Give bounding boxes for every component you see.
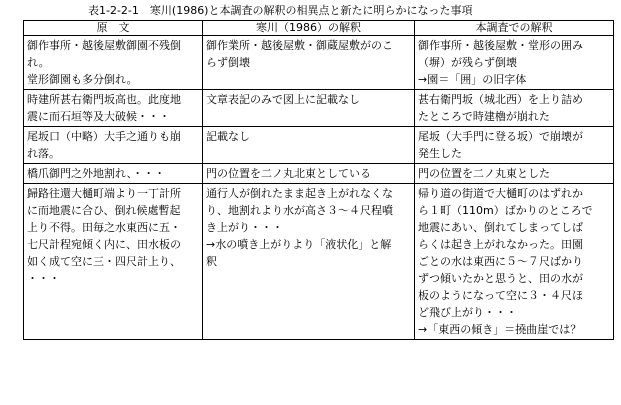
table-row bbox=[24, 164, 614, 184]
samukawa-cell: 御作業所・越後屋敷・御蔵屋敷がのこ らず倒壊 bbox=[203, 36, 415, 90]
this-study-cell: 尾坂（大手門に登る坂）で崩壊が 発生した bbox=[415, 127, 614, 164]
table-row bbox=[24, 184, 614, 340]
original-text-cell: 橋爪御門之外地割れ、・・・ bbox=[24, 164, 203, 184]
header-original-text: 原 文 bbox=[24, 21, 203, 36]
table-header-row bbox=[24, 21, 614, 36]
table-row bbox=[24, 127, 614, 164]
this-study-cell: 甚右衛門坂（城北西）を上り詰め たところで時建櫓が崩れた bbox=[415, 90, 614, 127]
table-caption: 表1-2-2-1 寒川(1986)と本調査の解釈の相異点と新たに明らかになった事項 bbox=[88, 4, 473, 17]
original-text-cell: 時建所甚右衛門坂高也。此度地 震に而石垣等及大破候・・・ bbox=[24, 90, 203, 127]
this-study-cell: 帰り道の街道で大樋町のはずれか ら１町（110m）ばかりのところで 地震にあい、倒れてしまってしば らくは起き上がれなかった。田園 ごとの水は東西に５～７尺ばかり ずつ傾いたかと思うと、田の水が 板のようになって空に３・４尺ほ ど飛び上がり・・・ →「東西の傾き」＝撓曲崖では？ bbox=[415, 184, 614, 340]
samukawa-cell: 文章表記のみで図上に記載なし bbox=[203, 90, 415, 127]
table-row bbox=[24, 36, 614, 90]
original-text-cell: 尾坂口（中略）大手之通りも崩 れ落。 bbox=[24, 127, 203, 164]
this-study-cell: 御作事所・越後屋敷・堂形の囲み （塀）が残らず倒壊 →園＝「囲」の旧字体 bbox=[415, 36, 614, 90]
comparison-table bbox=[23, 20, 614, 340]
samukawa-cell: 記載なし bbox=[203, 127, 415, 164]
original-text-cell: 御作事所・越後屋敷御園不残倒 れ。 堂形御園も多分倒れ。 bbox=[24, 36, 203, 90]
original-text-cell: 歸路往還大樋町端より一丁計所 に而地震に合ひ、倒れ候處暫起 上り不得。田毎之水東西に五・ 七尺計程宛傾く内に、田水板の 如く成て空に三・四尺計上り、 ・・・ bbox=[24, 184, 203, 340]
this-study-cell: 門の位置を二ノ丸東とした bbox=[415, 164, 614, 184]
table-row bbox=[24, 90, 614, 127]
samukawa-cell: 門の位置を二ノ丸北東としている bbox=[203, 164, 415, 184]
samukawa-cell: 通行人が倒れたまま起き上がれなくな り、地割れより水が高さ３～４尺程噴 き上がり・・・ →水の噴き上がりより「液状化」と解 釈 bbox=[203, 184, 415, 340]
header-samukawa-interpretation: 寒川（1986）の解釈 bbox=[203, 21, 415, 36]
header-this-study-interpretation: 本調査での解釈 bbox=[415, 21, 614, 36]
